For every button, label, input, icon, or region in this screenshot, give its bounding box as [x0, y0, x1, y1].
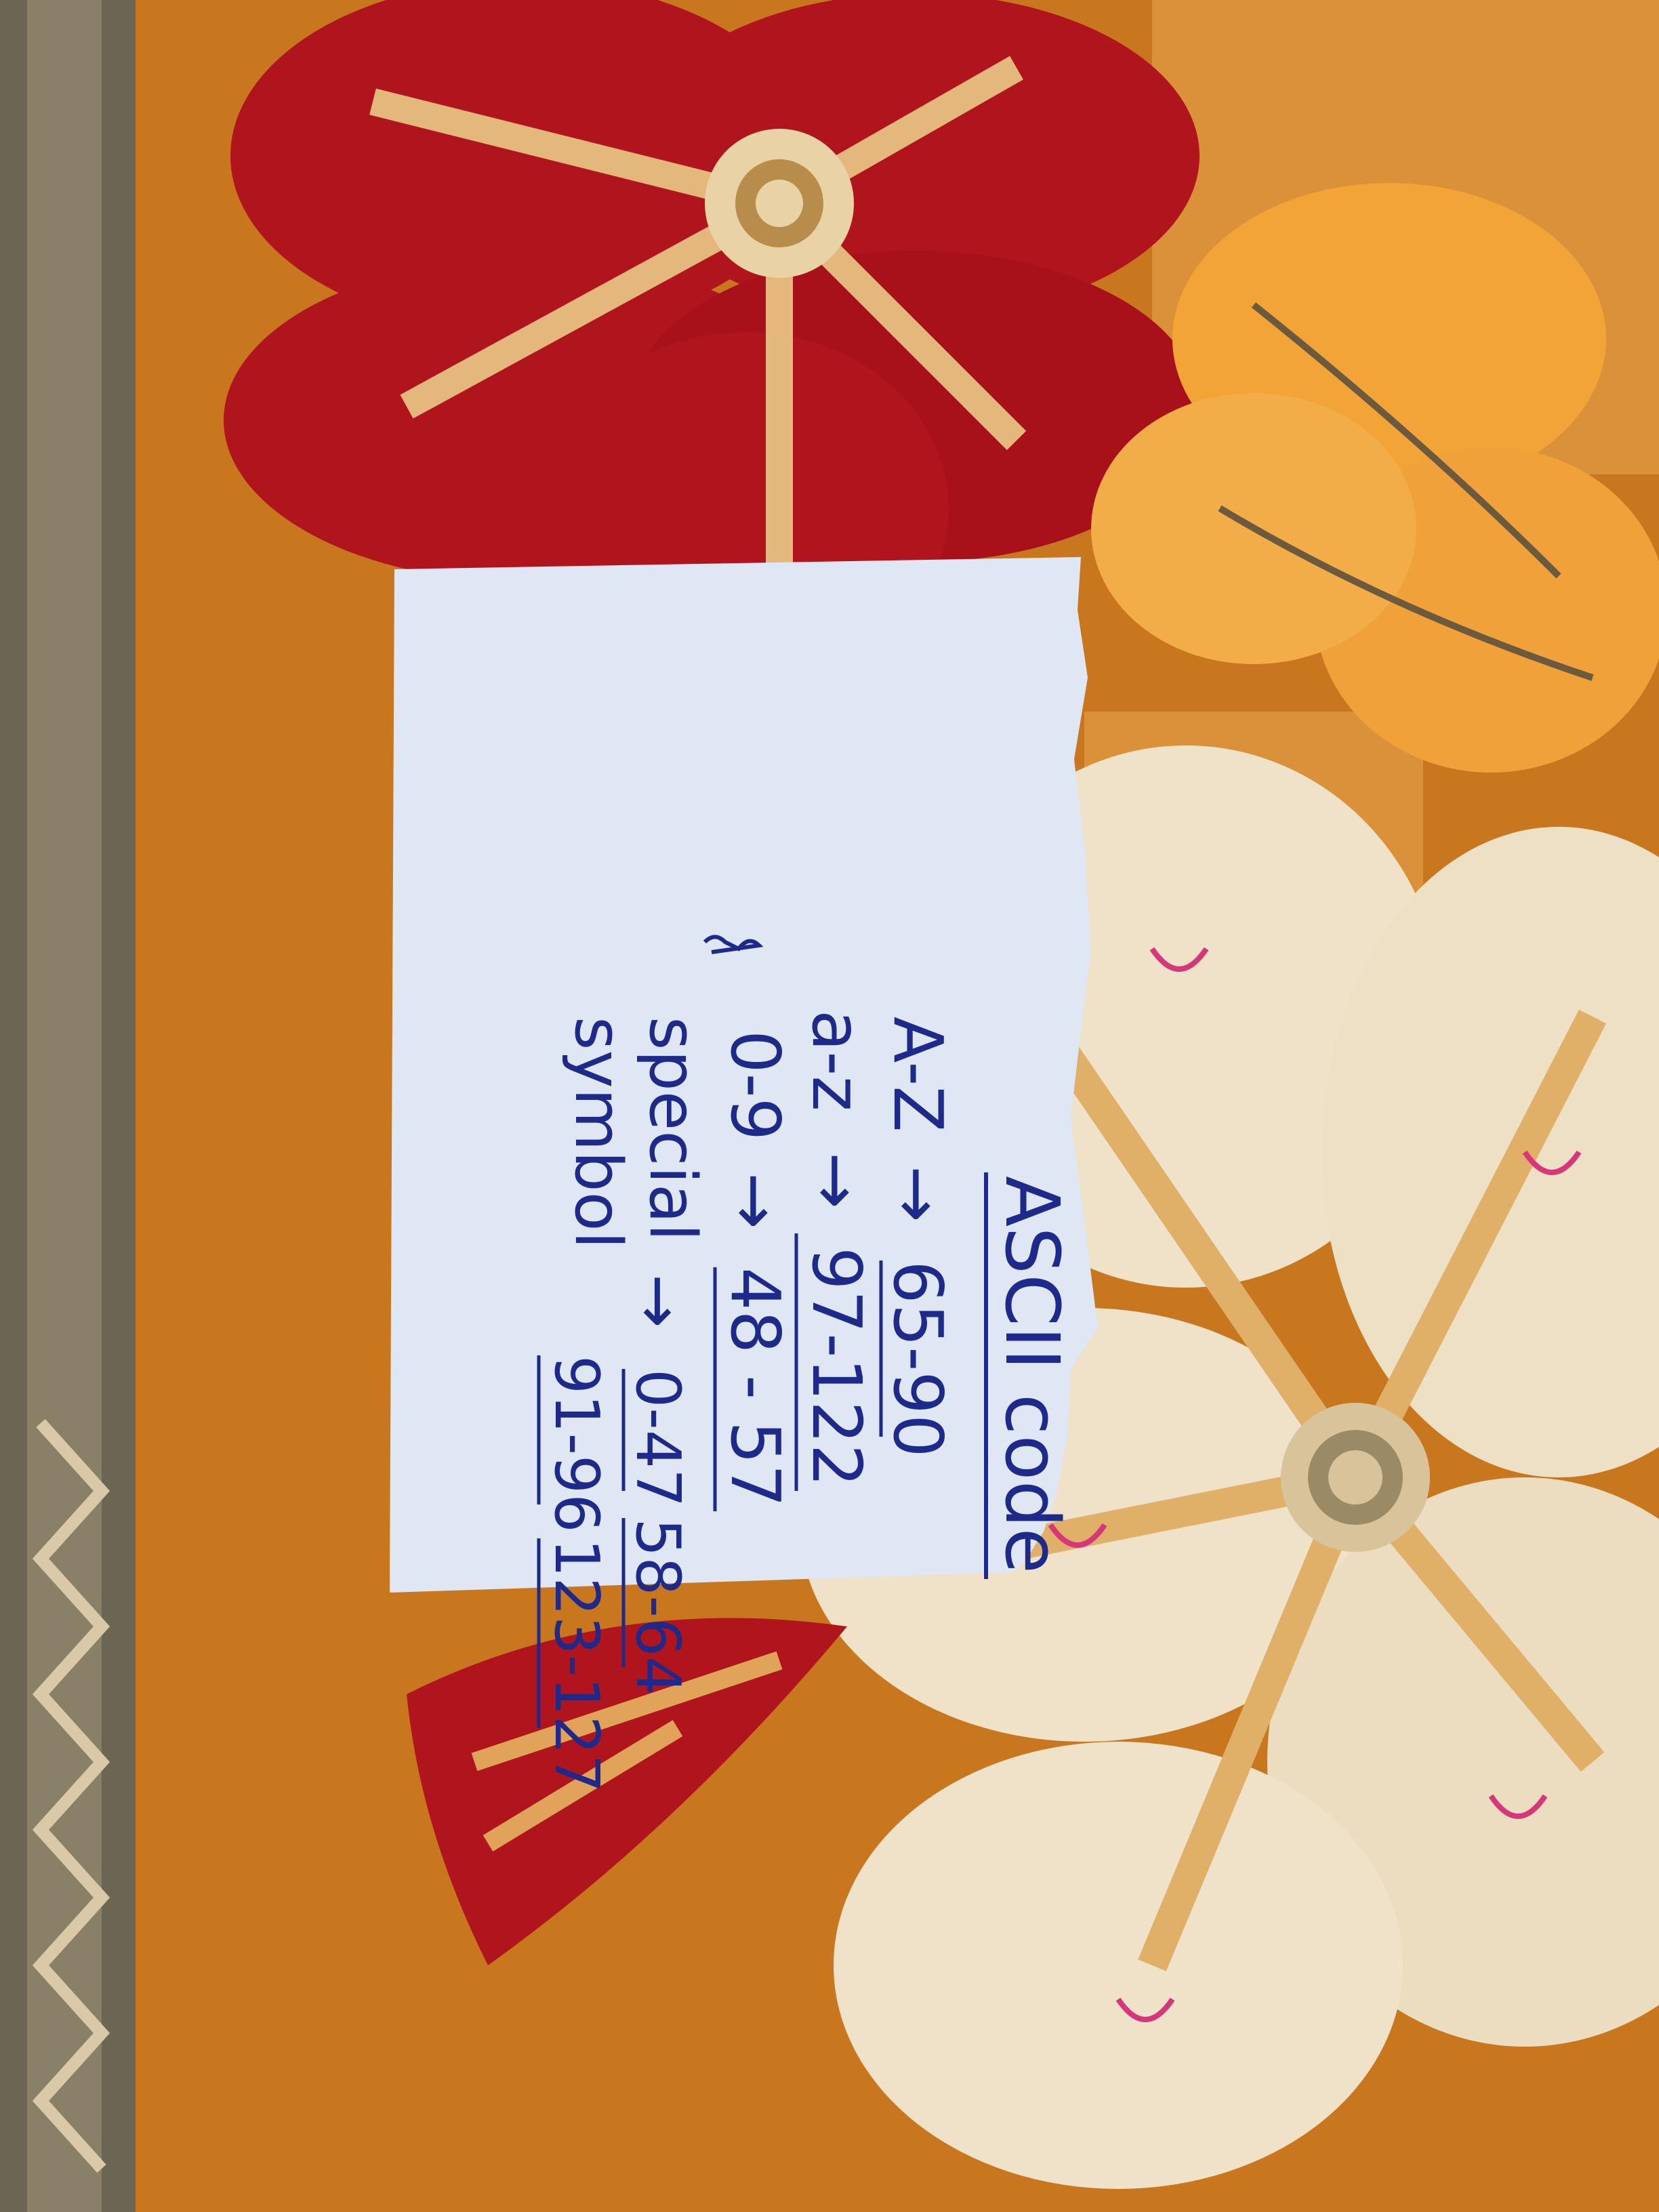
row-digits: [715, 1030, 795, 1511]
row-lowercase-arrow: →: [797, 1152, 876, 1209]
row-digits-label: 0-9: [716, 1030, 795, 1141]
special-range-4: 123-127: [541, 1538, 612, 1794]
row-lowercase-value: 97-122: [797, 1247, 876, 1488]
special-range-2: 58-64: [622, 1518, 693, 1696]
row-digits-arrow: →: [716, 1172, 795, 1229]
row-special-symbols: [539, 1017, 710, 1793]
row-uppercase-label: A-Z: [878, 1017, 958, 1132]
row-uppercase-arrow: →: [878, 1166, 958, 1223]
row-lowercase-label: a-z: [797, 1010, 876, 1111]
row-digits-value: 48 - 57: [716, 1267, 795, 1508]
special-label-line2: symbol: [560, 1017, 635, 1250]
note-title: ASCII code: [989, 1176, 1076, 1574]
row-lowercase: [796, 1010, 876, 1491]
special-label-line1: special: [635, 1017, 710, 1242]
special-range-3: 91-96: [541, 1355, 612, 1533]
special-range-1: 0-47: [622, 1369, 693, 1508]
row-uppercase-value: 65-90: [878, 1261, 958, 1458]
special-arrow: →: [621, 1274, 696, 1328]
